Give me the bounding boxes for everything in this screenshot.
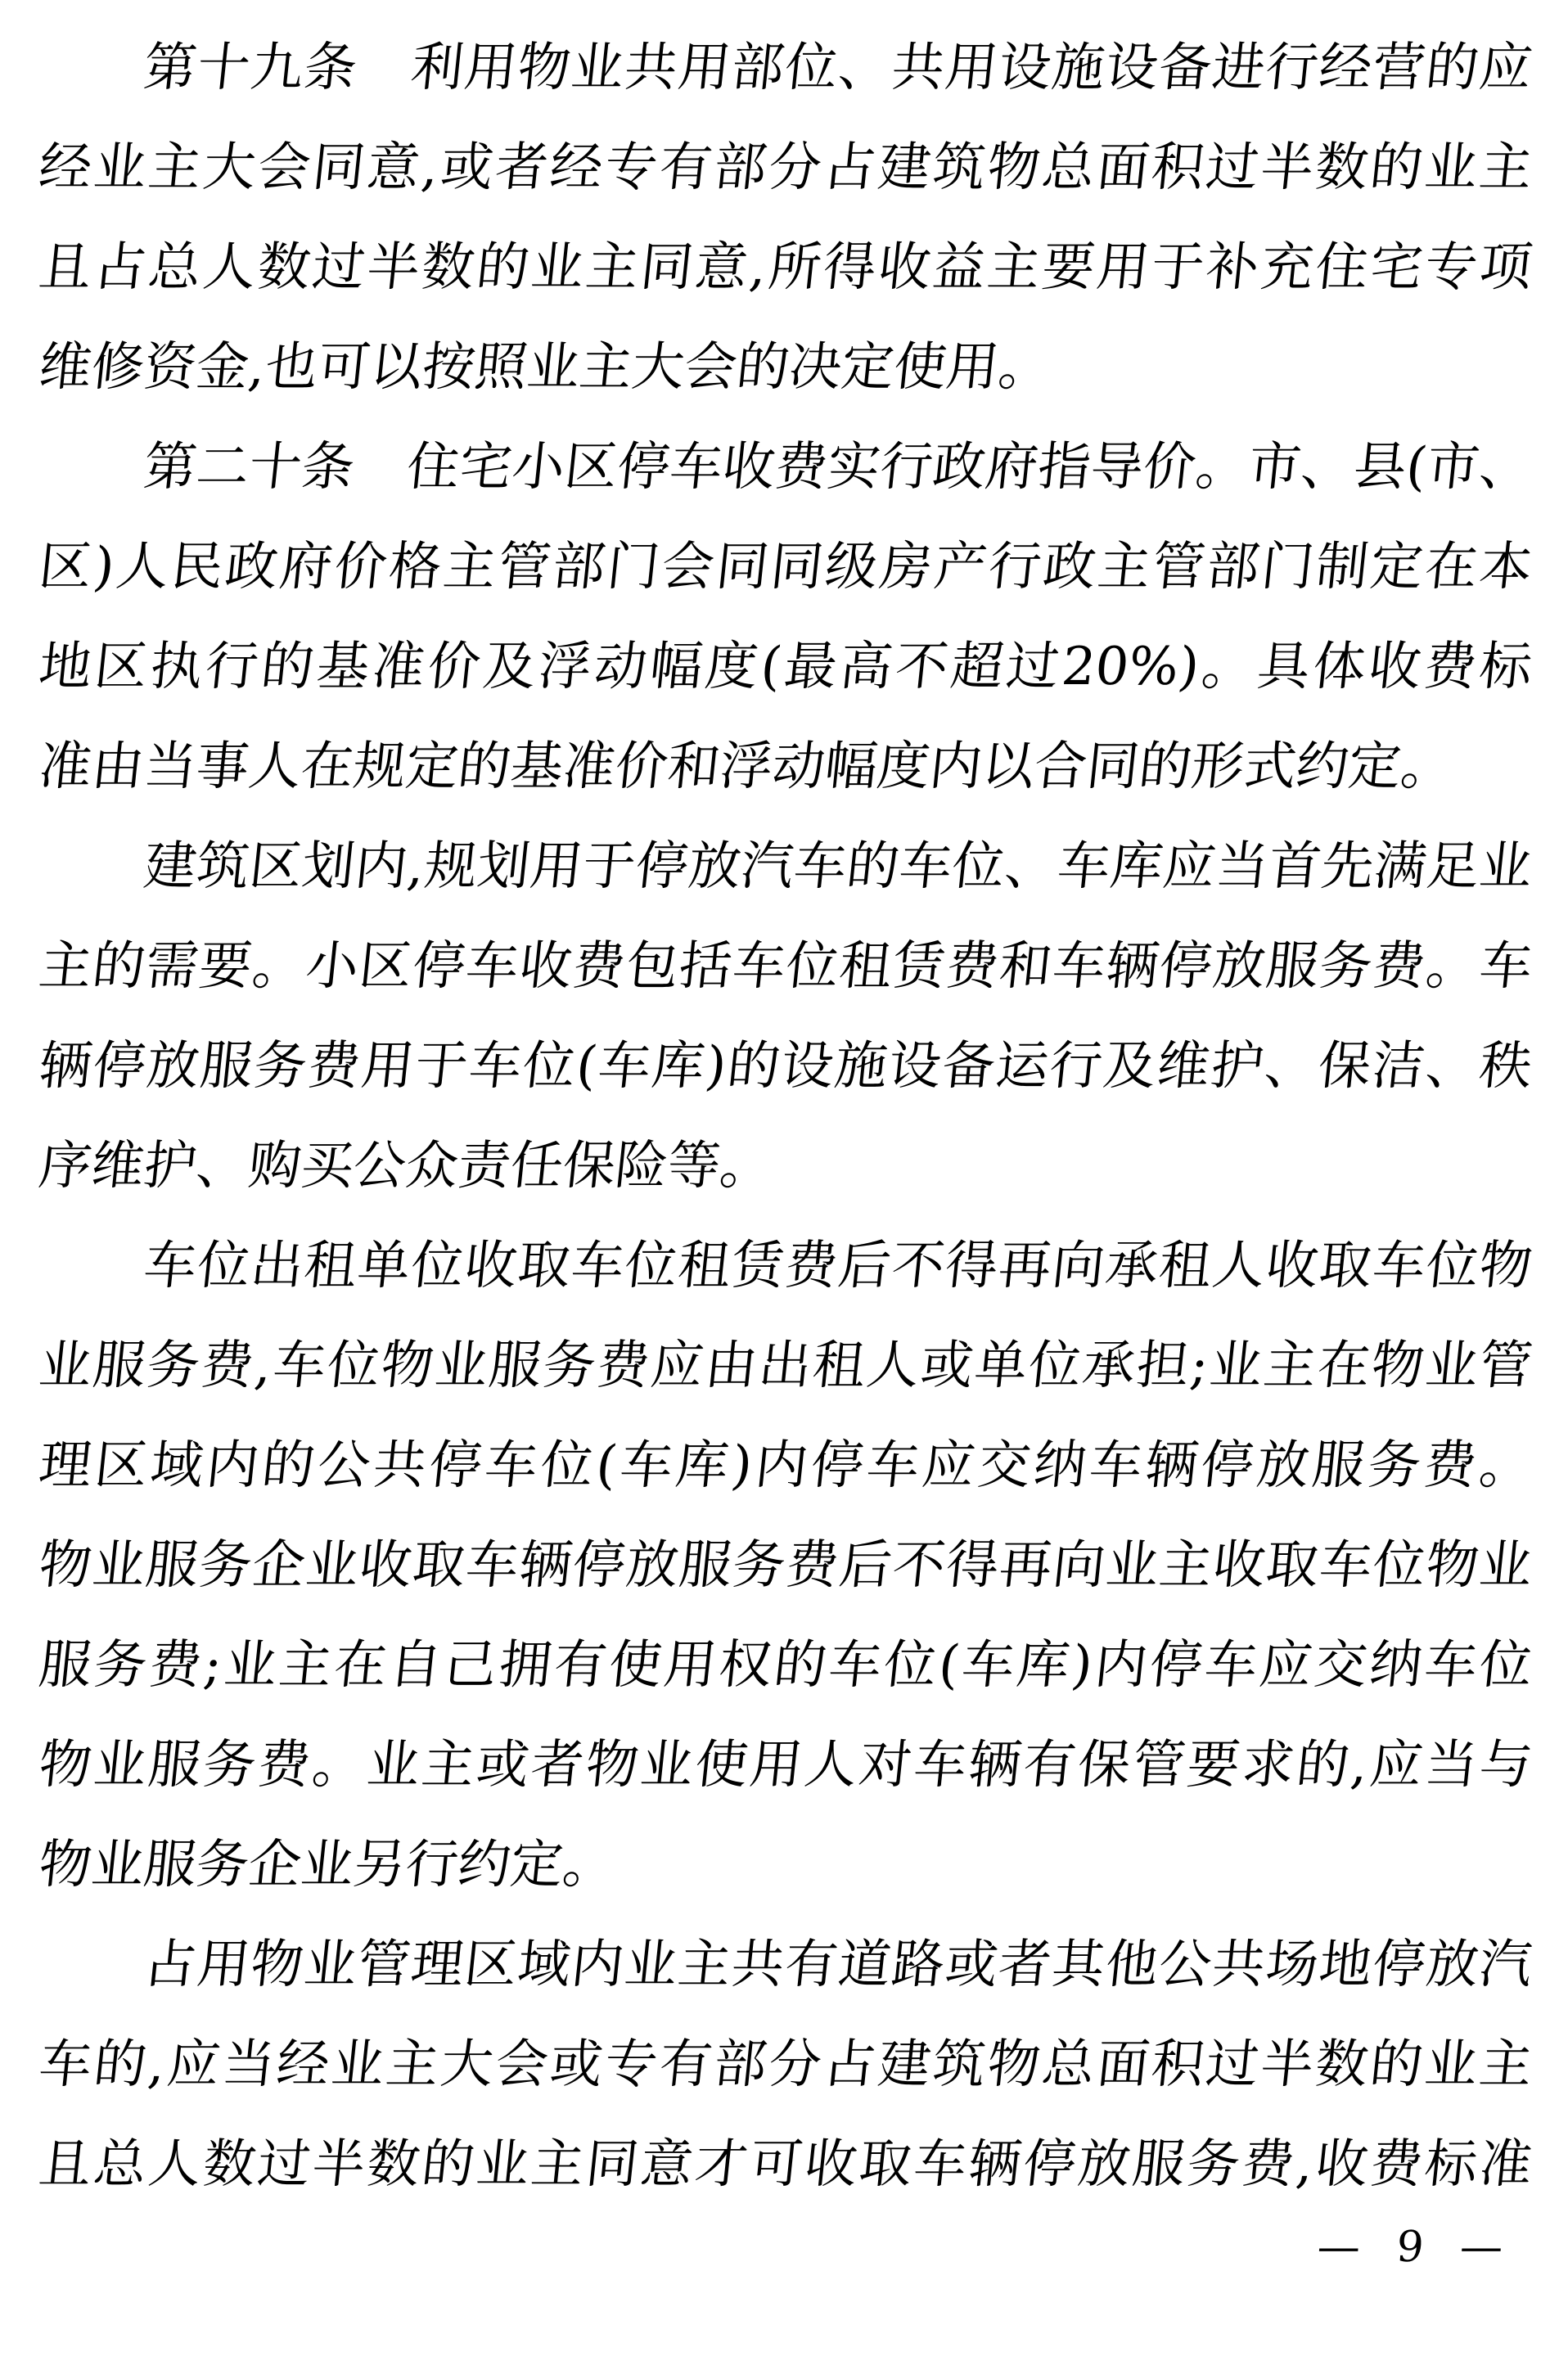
text-line: 服务费;业主在自己拥有使用权的车位(车库)内停车应交纳车位 [36, 1635, 1535, 1696]
text-line-paragraph-end: 序维护、购买公众责任保险等。 [36, 1136, 776, 1196]
article-text [36, 18, 1535, 2215]
text-line-article-19-start: 第十九条 利用物业共用部位、共用设施设备进行经营的应 [141, 38, 1535, 98]
text-line-paragraph-end: 准由当事人在规定的基准价和浮动幅度内以合同的形式约定。 [36, 737, 1457, 797]
text-line: 物业服务费。业主或者物业使用人对车辆有保管要求的,应当与 [36, 1735, 1535, 1796]
text-line: 物业服务企业收取车辆停放服务费后不得再向业主收取车位物业 [36, 1535, 1535, 1596]
text-line-paragraph-end: 物业服务企业另行约定。 [36, 1835, 619, 1895]
text-line: 区)人民政府价格主管部门会同同级房产行政主管部门制定在本 [36, 537, 1535, 597]
text-line: 且总人数过半数的业主同意才可收取车辆停放服务费,收费标准 [36, 2134, 1535, 2195]
text-line: 主的需要。小区停车收费包括车位租赁费和车辆停放服务费。车 [36, 936, 1535, 997]
text-line-paragraph-start: 车位出租单位收取车位租赁费后不得再向承租人收取车位物 [141, 1236, 1535, 1296]
text-line: 业服务费,车位物业服务费应由出租人或单位承担;业主在物业管 [36, 1336, 1535, 1396]
text-line-article-20-start: 第二十条 住宅小区停车收费实行政府指导价。市、县(市、 [141, 437, 1535, 498]
text-line-paragraph-start: 建筑区划内,规划用于停放汽车的车位、车库应当首先满足业 [141, 836, 1535, 897]
text-line-paragraph-start: 占用物业管理区域内业主共有道路或者其他公共场地停放汽 [141, 1935, 1535, 1995]
text-line-paragraph-end: 维修资金,也可以按照业主大会的决定使用。 [36, 337, 1055, 398]
text-line: 车的,应当经业主大会或专有部分占建筑物总面积过半数的业主 [36, 2034, 1535, 2095]
page-number: — 9 — [1315, 2223, 1516, 2272]
text-line: 经业主大会同意,或者经专有部分占建筑物总面积过半数的业主 [36, 137, 1535, 198]
text-line: 且占总人数过半数的业主同意,所得收益主要用于补充住宅专项 [36, 237, 1535, 298]
text-line: 理区域内的公共停车位(车库)内停车应交纳车辆停放服务费。 [36, 1435, 1535, 1496]
text-line: 辆停放服务费用于车位(车库)的设施设备运行及维护、保洁、秩 [36, 1036, 1535, 1097]
text-line: 地区执行的基准价及浮动幅度(最高不超过20%)。具体收费标 [36, 637, 1535, 697]
